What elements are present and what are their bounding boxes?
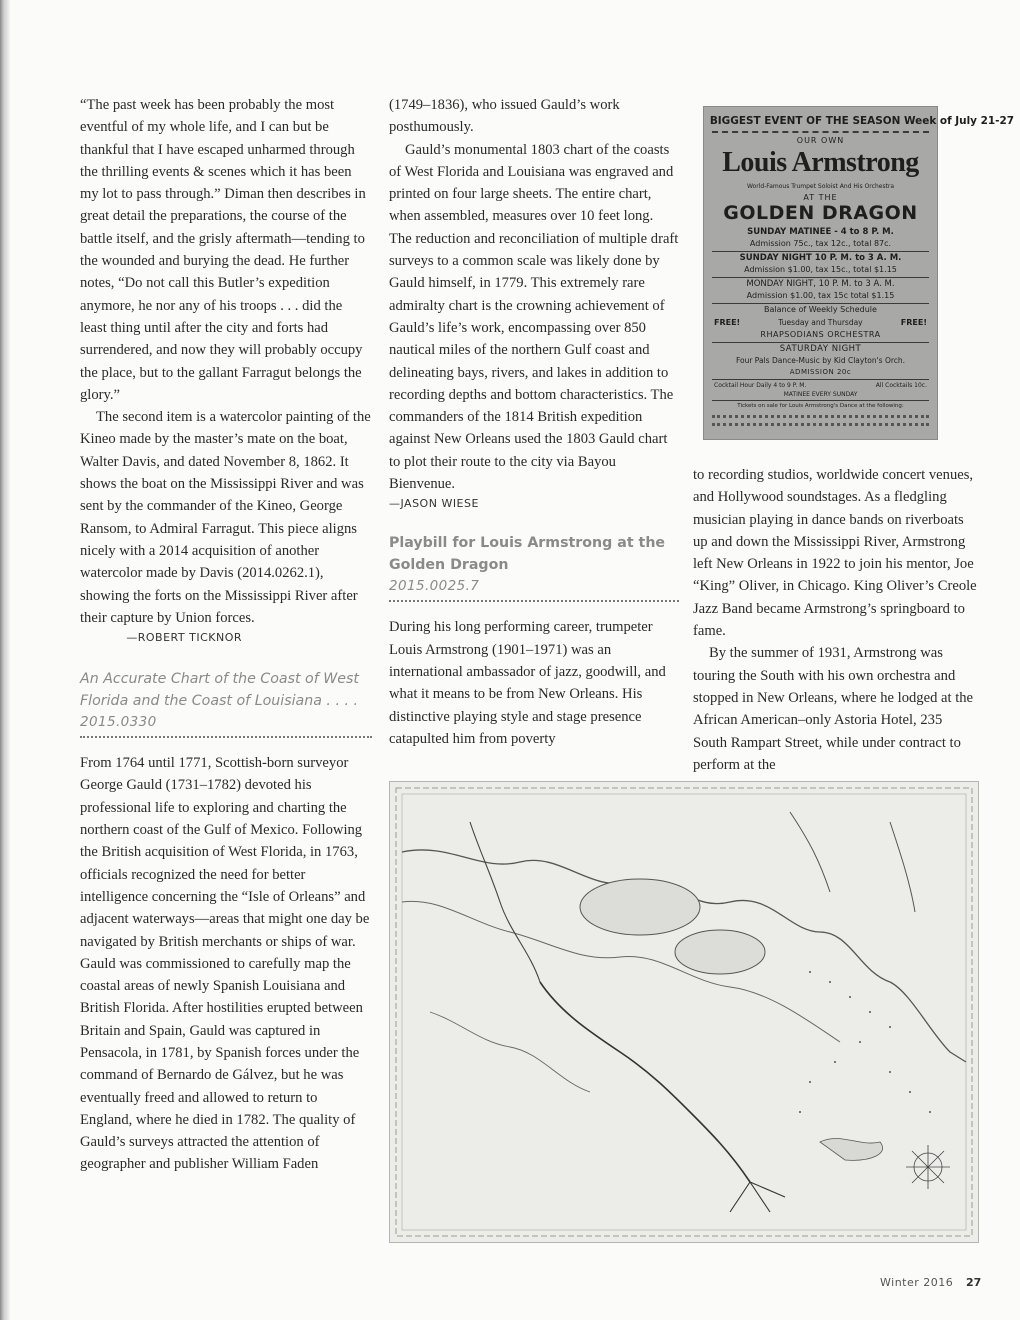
section-heading: An Accurate Chart of the Coast of West Florida and the Coast of Louisiana . . . . (80, 671, 359, 710)
playbill-line: Tuesday and Thursday (778, 318, 863, 327)
playbill-headliner: Louis Armstrong (722, 147, 919, 178)
section-heading: Playbill for Louis Armstrong at the Golden Dragon (389, 535, 666, 574)
playbill-rule (712, 251, 929, 252)
body-paragraph: “The past week has been probably the most eventful of my whole life, and I can but be thankful that I have escaped unharmed through the thrilling events & scenes which it has been my lot to pass through.” Diman then describes in great detail the preparations, the course of the battle itself, and the grisly aftermath—tending to the wounded and burying the dead. He further notes, “Do not call this Butler’s expedition anymore, he nor any of his troops . . . did the least thing until after the city and forts had surrendered, and now they will probably occupy the place, but to the gallant Farragut belongs the glory.” (80, 97, 366, 403)
playbill-image (703, 106, 1015, 440)
playbill-line: SATURDAY NIGHT (779, 344, 862, 354)
playbill-line: Four Pals Dance-Music by Kid Clayton's Orch. (735, 356, 906, 365)
page-number: 27 (966, 1276, 982, 1289)
column-1 (80, 94, 372, 1176)
accession-number: 2015.0025.7 (389, 578, 480, 595)
playbill-free-right: FREE! (900, 318, 927, 327)
playbill-rule (712, 277, 929, 278)
playbill-at-the: AT THE (803, 193, 838, 202)
footer-issue: Winter 2016 (880, 1276, 954, 1289)
body-paragraph: The second item is a watercolor painting of the Kineo made by the master’s mate on the boat, Walter Davis, and dated November 8, 1862. It shows the boat on the Mississippi River and was sent by the commander of the Kineo, George Ransom, to Admiral Farragut. This piece aligns nicely with a 2014 acquisition of another watercolor made by Davis (2014.0262.1), showing the forts on the Mississippi River after their capture by Union forces. (80, 409, 371, 626)
playbill-line: MATINEE EVERY SUNDAY (783, 391, 858, 398)
playbill-line: SUNDAY NIGHT 10 P. M. to 3 A. M. (739, 253, 902, 263)
page-spine-shadow (0, 0, 10, 1320)
playbill-line: SUNDAY MATINEE - 4 to 8 P. M. (747, 227, 894, 237)
playbill-venue: GOLDEN DRAGON (723, 202, 918, 224)
playbill-line: Admission $1.00, tax 15c., total $1.15 (744, 265, 897, 274)
body-paragraph: to recording studios, worldwide concert venues, and Hollywood soundstages. As a fledgling musician playing in dance bands on riverboats up and down the Mississippi River, Armstrong left New Orleans in 1922 to join his mentor, Joe “King” Oliver, in Chicago. King Oliver’s Creole Jazz Band became Armstrong’s springboard to fame. (693, 467, 977, 640)
playbill-free-left: FREE! (714, 318, 741, 327)
playbill-rule (712, 400, 929, 401)
playbill-line: RHAPSODIANS ORCHESTRA (760, 330, 881, 339)
playbill-line: Admission $1.00, tax 15c total $1.15 (746, 291, 895, 300)
column-2 (389, 94, 679, 750)
playbill-line: Admission 75c., tax 12c., total 87c. (749, 239, 892, 248)
accession-number: 2015.0330 (80, 714, 157, 731)
body-paragraph: (1749–1836), who issued Gauld’s work posthumously. (389, 97, 620, 136)
map-drawing (390, 782, 978, 1242)
playbill-top-line: BIGGEST EVENT OF THE SEASON Week of July 21-27 (709, 114, 1015, 127)
playbill-rule (712, 415, 929, 418)
playbill-rule (712, 131, 929, 133)
body-paragraph: Gauld’s monumental 1803 chart of the coasts of West Florida and Louisiana was engraved and printed on four large sheets. The entire chart, when assembled, measures over 10 feet long. The reduction and reconciliation of multiple draft surveys to a common scale was likely done by Gauld himself, in 1779. This extremely rare admiralty chart is the crowning achievement of Gauld’s life’s work, encompassing over 850 nautical miles of the northern Gulf coast and delineating bays, rivers, and lakes in addition to recording depths and bottom characteristics. The commanders of the 1814 British expedition against New Orleans used the 1803 Gauld chart to plot their route to the city via Bayou Bienvenue. (389, 141, 679, 493)
body-paragraph: From 1764 until 1771, Scottish-born surveyor George Gauld (1731–1782) devoted his professional life to exploring and charting the northern coast of the Gulf of Mexico. Following the British acquisition of West Florida, in 1763, officials recognized the need for better intelligence concerning the “Isle of Orleans” and adjacent waterways—areas that might one day be navigated by British merchants or ships of war. Gauld was commissioned to carefully map the coastal areas of newly Spanish Louisiana and British Florida. After hostilities erupted between Britain and Spain, Gauld was captured in Pensacola, in 1781, by Spanish forces under the command of Bernardo de Gálvez, but he was eventually freed and allowed to return to England, where he died in 1782. The quality of Gauld’s surveys attracted the attention of geographer and publisher William Faden (80, 755, 370, 1173)
playbill-line: Tickets on sale for Louis Armstrong's Dance at the following: (737, 403, 904, 409)
body-paragraph: During his long performing career, trumpeter Louis Armstrong (1901–1971) was an international ambassador of jazz, goodwill, and what it means to be from New Orleans. His distinctive playing style and stage presence catapulted him from poverty (389, 619, 666, 747)
playbill-rule (712, 342, 929, 343)
playbill-line: Cocktail Hour Daily 4 to 9 P. M. (714, 382, 807, 389)
playbill-rule (712, 303, 929, 304)
playbill-line: Balance of Weekly Schedule (764, 305, 877, 314)
byline: —ROBERT TICKNOR (126, 631, 242, 645)
playbill-rule (712, 423, 929, 426)
depth-soundings (799, 971, 931, 1113)
column-3 (693, 464, 978, 776)
dotted-divider (389, 600, 679, 602)
dotted-divider (80, 736, 372, 738)
playbill-rule (712, 379, 929, 380)
compass-rose-icon (906, 1145, 950, 1189)
playbill-line: MONDAY NIGHT, 10 P. M. to 3 A. M. (746, 279, 895, 289)
playbill-subtitle: World-Famous Trumpet Soloist And His Orchestra (746, 183, 895, 190)
coast-chart-image (389, 781, 979, 1243)
playbill-line: All Cocktails 10c. (875, 382, 927, 389)
body-paragraph: By the summer of 1931, Armstrong was touring the South with his own orchestra and stopped in New Orleans, where he lodged at the African American–only Astoria Hotel, 235 South Rampart Street, while under contract to perform at the (693, 645, 974, 773)
playbill-line: ADMISSION 20c (789, 368, 852, 376)
byline: —JASON WIESE (389, 497, 479, 511)
playbill-our-own: OUR OWN (796, 136, 845, 145)
